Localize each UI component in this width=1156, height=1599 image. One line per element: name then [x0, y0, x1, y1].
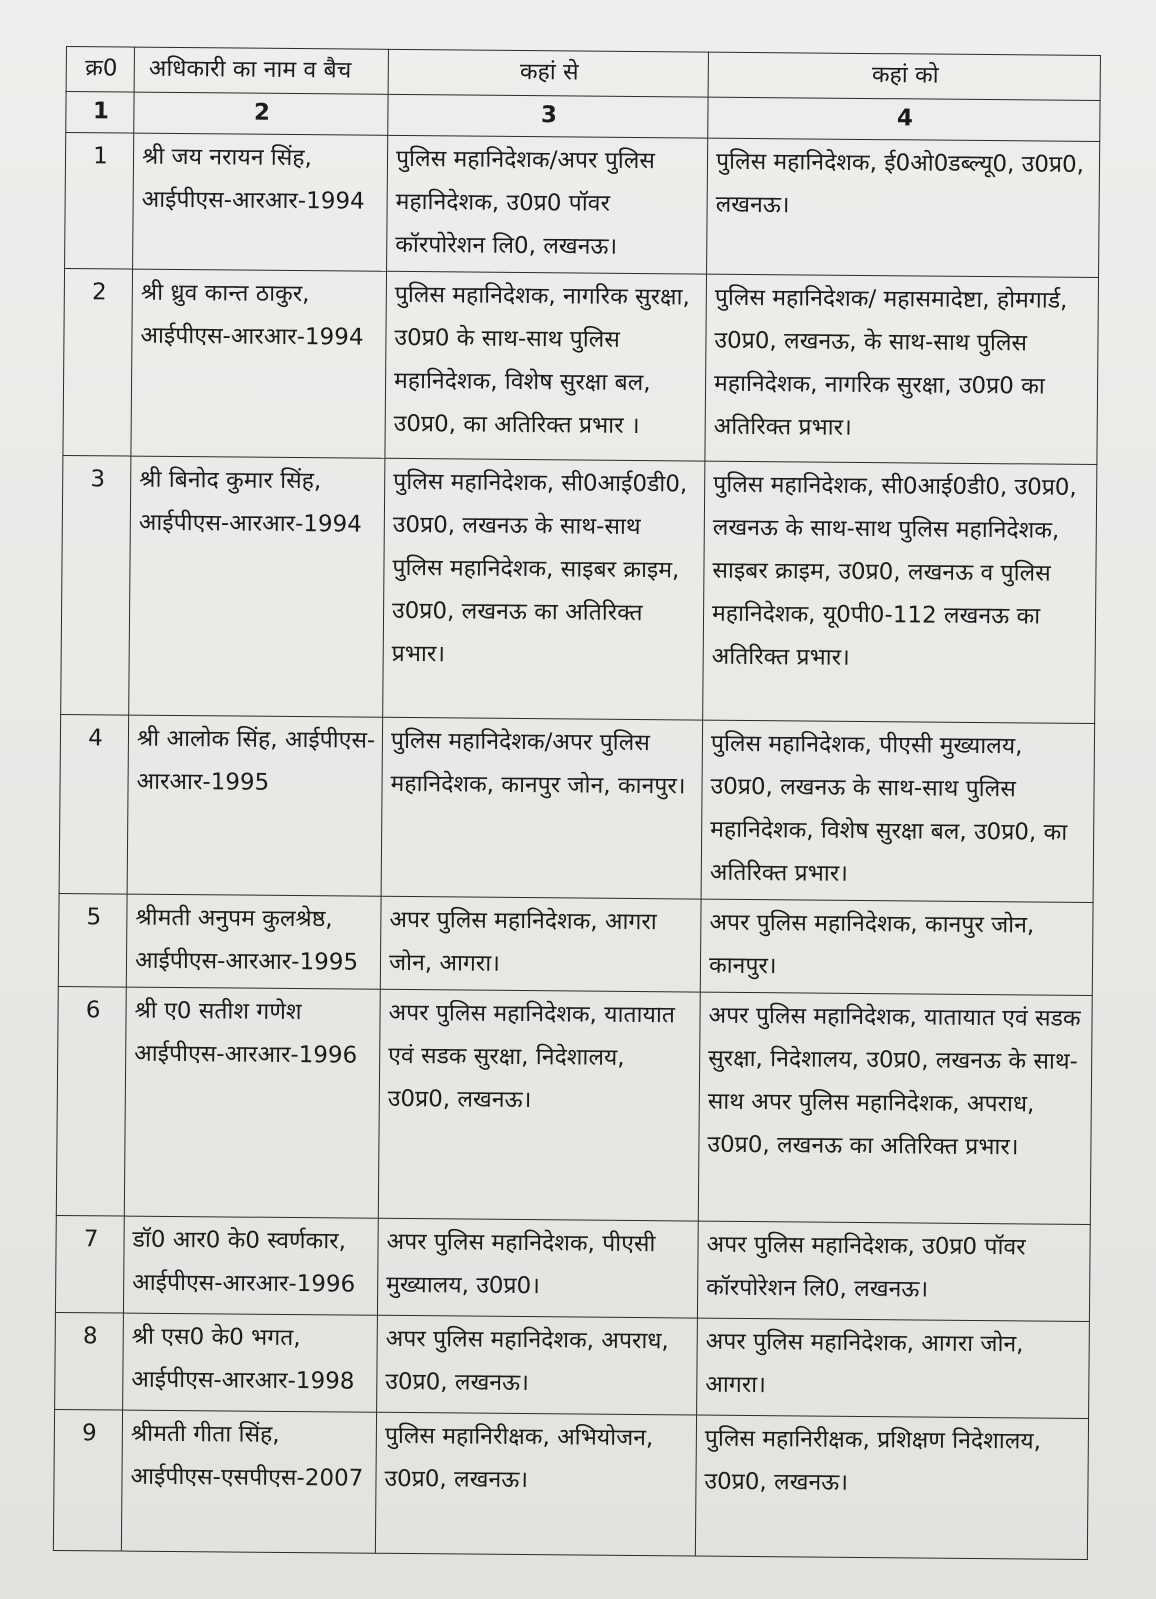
posted-from: पुलिस महानिदेशक/अपर पुलिस महानिदेशक, उ0प्र0 पॉवर कॉरपोरेशन लि0, लखनऊ। [387, 135, 708, 274]
officer-name-batch: श्री बिनोद कुमार सिंह, आईपीएस-आरआर-1994 [129, 456, 385, 717]
posted-to: अपर पुलिस महानिदेशक, आगरा जोन, आगरा। [697, 1318, 1090, 1418]
table-row [65, 133, 1100, 278]
serial-number: 3 [61, 455, 131, 715]
officer-name-batch: श्रीमती अनुपम कुलश्रेष्ठ, आईपीएस-आरआर-1995 [126, 894, 381, 989]
officer-name-batch: श्री एस0 के0 भगत, आईपीएस-आरआर-1998 [123, 1313, 378, 1412]
officer-name-batch: श्री ध्रुव कान्त ठाकुर, आईपीएस-आरआर-1994 [131, 269, 387, 458]
column-number: 4 [708, 97, 1100, 141]
posted-to: अपर पुलिस महानिदेशक, कानपुर जोन, कानपुर। [700, 899, 1093, 995]
transfer-table [53, 46, 1101, 1560]
posted-to: पुलिस महानिरीक्षक, प्रशिक्षण निदेशालय, उ0प्र0, लखनऊ। [695, 1415, 1088, 1559]
table-row [59, 714, 1095, 902]
serial-number: 5 [58, 893, 127, 987]
serial-number: 2 [63, 268, 133, 456]
posted-to: पुलिस महानिदेशक, पीएसी मुख्यालय, उ0प्र0, लखनऊ के साथ-साथ पुलिस महानिदेशक, विशेष सुरक्षा बल, उ0प्र0, का अतिरिक्त प्रभार। [701, 720, 1095, 902]
posted-from: अपर पुलिस महानिदेशक, अपराध, उ0प्र0, लखनऊ। [377, 1315, 698, 1415]
officer-name-batch: डॉ0 आर0 के0 स्वर्णकार, आईपीएस-आरआर-1996 [123, 1216, 378, 1315]
posted-from: अपर पुलिस महानिदेशक, यातायात एवं सडक सुरक्षा, निदेशालय, उ0प्र0, लखनऊ। [378, 989, 700, 1221]
column-number: 2 [134, 92, 388, 135]
table-row [55, 1215, 1090, 1321]
column-number: 3 [388, 94, 708, 138]
posted-to: पुलिस महानिदेशक/ महासमादेष्टा, होमगार्ड, उ0प्र0, लखनऊ, के साथ-साथ पुलिस महानिदेशक, नागरिक सुरक्षा, उ0प्र0 का अतिरिक्त प्रभार। [705, 274, 1099, 464]
serial-number: 7 [55, 1215, 124, 1313]
officer-name-batch: श्री जय नरायन सिंह, आईपीएस-आरआर-1994 [133, 133, 388, 271]
table-row [53, 1409, 1088, 1559]
table-row [55, 1312, 1090, 1418]
posted-from: पुलिस महानिदेशक, सी0आई0डी0, उ0प्र0, लखनऊ के साथ-साथ पुलिस महानिदेशक, साइबर क्राइम, उ0प्र0, लखनऊ का अतिरिक्त प्रभार। [383, 458, 705, 720]
serial-number: 8 [55, 1312, 124, 1410]
posted-from: अपर पुलिस महानिदेशक, पीएसी मुख्यालय, उ0प्र0। [377, 1218, 698, 1318]
header-from: कहां से [388, 49, 708, 97]
header-officer-name-batch: अधिकारी का नाम व बैच [134, 47, 388, 94]
serial-number: 9 [53, 1409, 122, 1551]
serial-number: 1 [65, 133, 134, 270]
column-number: 1 [66, 92, 134, 134]
posted-from: पुलिस महानिरीक्षक, अभियोजन, उ0प्र0, लखनऊ। [375, 1412, 696, 1556]
posted-from: अपर पुलिस महानिदेशक, आगरा जोन, आगरा। [380, 896, 701, 992]
table-row [63, 268, 1099, 464]
table-row [58, 893, 1093, 995]
officer-name-batch: श्री ए0 सतीश गणेश आईपीएस-आरआर-1996 [124, 987, 380, 1218]
header-serial: क्र0 [66, 47, 134, 93]
serial-number: 4 [59, 714, 129, 894]
officer-name-batch: श्रीमती गीता सिंह, आईपीएस-एसपीएस-2007 [121, 1410, 376, 1553]
serial-number: 6 [56, 986, 126, 1216]
posted-to: पुलिस महानिदेशक, सी0आई0डी0, उ0प्र0, लखनऊ के साथ-साथ पुलिस महानिदेशक, साइबर क्राइम, उ0प्र0, लखनऊ व पुलिस महानिदेशक, यू0पी0-112 लखनऊ का अतिरिक्त प्रभार। [703, 461, 1097, 723]
officer-name-batch: श्री आलोक सिंह, आईपीएस-आरआर-1995 [127, 715, 383, 896]
posted-to: अपर पुलिस महानिदेशक, उ0प्र0 पॉवर कॉरपोरेशन लि0, लखनऊ। [697, 1221, 1090, 1321]
posted-from: पुलिस महानिदेशक, नागरिक सुरक्षा, उ0प्र0 के साथ-साथ पुलिस महानिदेशक, विशेष सुरक्षा बल, उ0प्र0, का अतिरिक्त प्रभार । [385, 271, 707, 461]
posted-to: अपर पुलिस महानिदेशक, यातायात एवं सडक सुरक्षा, निदेशालय, उ0प्र0, लखनऊ के साथ-साथ अपर पुलिस महानिदेशक, अपराध, उ0प्र0, लखनऊ का अतिरिक्त प्रभार। [698, 992, 1092, 1224]
table-row [61, 455, 1097, 723]
posted-from: पुलिस महानिदेशक/अपर पुलिस महानिदेशक, कानपुर जोन, कानपुर। [381, 717, 703, 899]
table-row [56, 986, 1092, 1224]
header-to: कहां को [708, 52, 1100, 100]
posted-to: पुलिस महानिदेशक, ई0ओ0डब्ल्यू0, उ0प्र0, लखनऊ। [707, 138, 1100, 277]
